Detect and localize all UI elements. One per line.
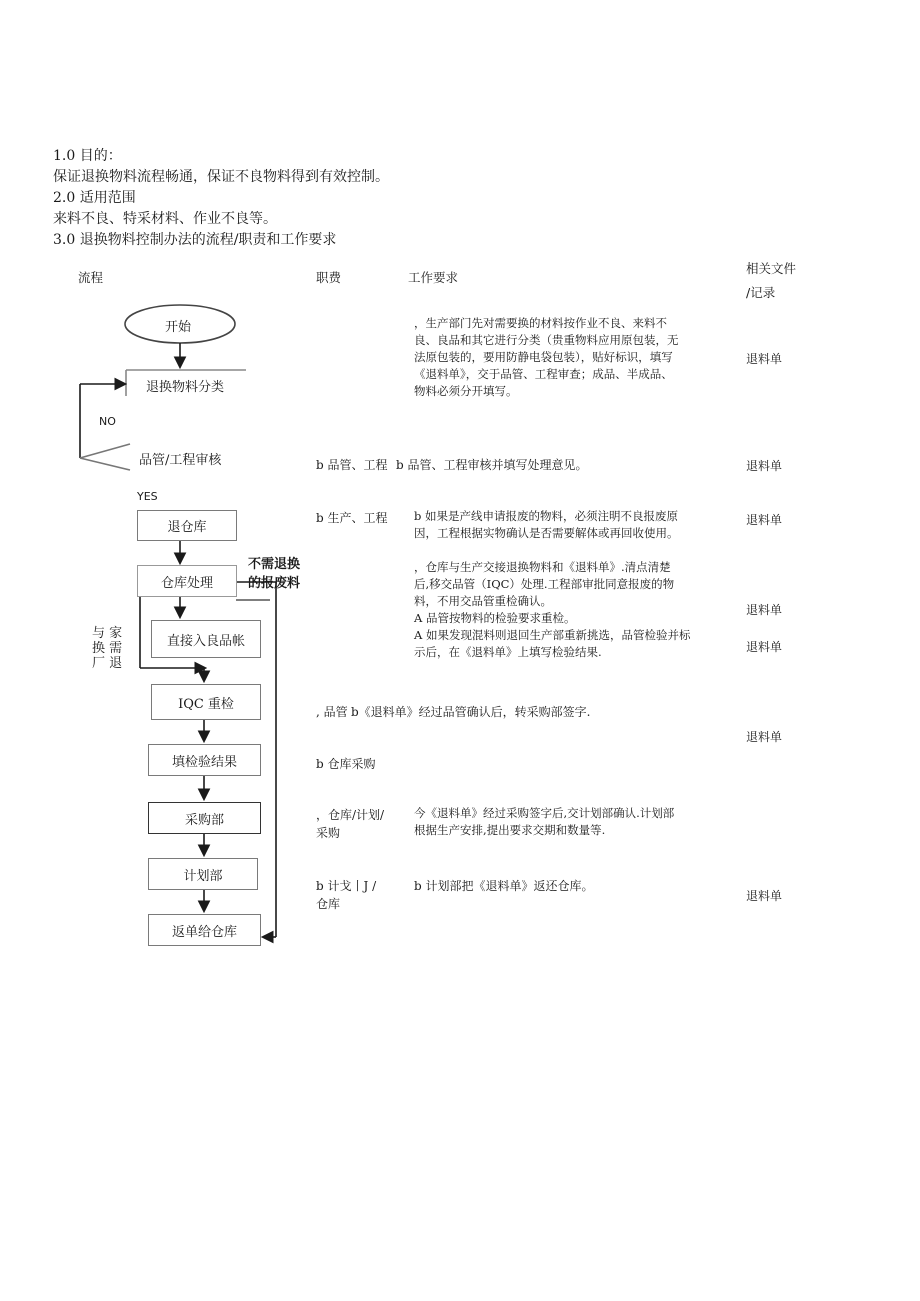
- duty-6a: b 计戈丨J /: [316, 879, 377, 893]
- header-records: /记录: [746, 285, 776, 300]
- record-3: 退料单: [746, 513, 783, 527]
- flow-review: 品管/工程审核: [139, 453, 222, 468]
- section-2-text: 来料不良、特采材料、作业不良等。: [53, 211, 277, 227]
- work-4: ，仓库与生产交接退换物料和《退料单》.清点清楚 后,移交品管（IQC）处理.工程部审批同意报废的物 料，不用交品管重检确认。 A 品管按物料的检验要求重检。 A 如果发现混料则退回生产部重新挑选，品管检验并标 示后，在《退料单》上填写检验结果.: [414, 560, 691, 659]
- header-docs: 相关文件: [746, 261, 797, 276]
- work-2: b 品管、工程审核并填写处理意见。: [396, 458, 588, 472]
- section-3-heading: 3.0 退换物料控制办法的流程/职责和工作要求: [53, 232, 337, 248]
- flow-scrap-line1: 不需退换: [248, 557, 301, 572]
- section-1-heading: 1.0 目的：: [53, 148, 122, 164]
- flow-vendor-line3: 厂 退: [92, 656, 123, 671]
- section-2-heading: 2.0 适用范围: [53, 190, 136, 206]
- flow-purchase-dept: 采购部: [148, 802, 261, 834]
- header-work: 工作要求: [408, 270, 459, 285]
- header-duty: 职费: [316, 270, 342, 285]
- duty-6b: 仓库: [316, 897, 341, 911]
- record-1: 退料单: [746, 352, 783, 366]
- flow-scrap-line2: 的报废料: [248, 576, 301, 591]
- duty-2: b 生产、工程: [316, 511, 388, 525]
- flow-vendor-line2: 换 需: [92, 641, 123, 656]
- flow-warehouse-process: 仓库处理: [137, 565, 237, 597]
- work-6: 今《退料单》经过采购签字后,交计划部确认.计划部 根据生产安排,提出要求交期和数量等.: [414, 806, 675, 837]
- work-5: b《退料单》经过品管确认后，转采购部签字.: [351, 705, 591, 719]
- duty-3: , 品管: [316, 705, 348, 719]
- flow-direct-good-account: 直接入良品帐: [151, 620, 261, 658]
- record-4: 退料单: [746, 603, 783, 617]
- flow-classify: 退换物料分类: [146, 380, 225, 395]
- work-3: b 如果是产线申请报废的物料，必须注明不良报废原 因，工程根据实物确认是否需要解体或再回收使用。: [414, 509, 679, 540]
- flow-start: 开始: [165, 320, 192, 335]
- flow-yes-label: YES: [137, 490, 158, 503]
- duty-4: b 仓库采购: [316, 757, 376, 771]
- flow-return-to-warehouse: 返单给仓库: [148, 914, 261, 946]
- record-2: 退料单: [746, 459, 783, 473]
- duty-5b: 采购: [316, 826, 341, 840]
- flow-fill-result: 填检验结果: [148, 744, 261, 776]
- duty-5a: ，仓库/计划/: [316, 808, 385, 822]
- record-7: 退料单: [746, 889, 783, 903]
- header-flow: 流程: [78, 270, 104, 285]
- work-7: b 计划部把《退料单》返还仓库。: [414, 879, 594, 893]
- record-6: 退料单: [746, 730, 783, 744]
- flow-vendor-line1: 与 家: [92, 626, 123, 641]
- flow-plan-dept: 计划部: [148, 858, 258, 890]
- record-5: 退料单: [746, 640, 783, 654]
- work-1: ，生产部门先对需要换的材料按作业不良、来料不 良、良品和其它进行分类（贵重物料应用原包装，无 法原包装的，要用防静电袋包装），贴好标识，填写 《退料单》，交于品管、工程审查；成品、半成品、 物料必须分开填写。: [414, 316, 679, 398]
- flow-return-warehouse: 退仓库: [137, 510, 237, 541]
- flow-no-label: NO: [99, 415, 116, 428]
- duty-1: b 品管、工程: [316, 458, 388, 472]
- flow-iqc-recheck: IQC 重检: [151, 684, 261, 720]
- section-1-text: 保证退换物料流程畅通，保证不良物料得到有效控制。: [53, 169, 389, 185]
